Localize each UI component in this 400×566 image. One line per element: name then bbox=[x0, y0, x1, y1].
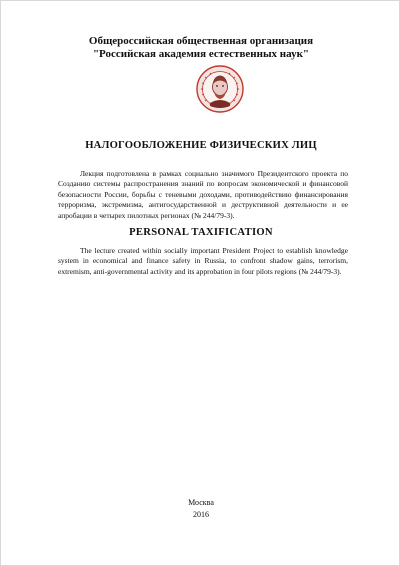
organization-name-line-2: "Российская академия естественных наук" bbox=[92, 48, 310, 60]
organization-name-line-1: Общероссийская общественная организация bbox=[88, 35, 314, 47]
academy-seal-icon bbox=[196, 65, 244, 113]
publication-year: 2016 bbox=[193, 510, 209, 519]
abstract-en: The lecture created within socially important President Project to establish knowledge system in economical and finance safety in Russia, to confront shadow gains, terrorism, extremism, anti-governmental activity and its approbation in four pilots regions (№ 244/79-3). bbox=[58, 246, 348, 276]
publication-city: Москва bbox=[188, 498, 214, 507]
document-title-ru: НАЛОГООБЛОЖЕНИЕ ФИЗИЧЕСКИХ ЛИЦ bbox=[85, 140, 317, 151]
abstract-ru: Лекция подготовлена в рамках социально значимого Президентского проекта по Созданию системы распространения знаний по вопросам экономической и финансовой безопасности России, борьбы с теневыми доходами, противодействию финансирования терроризма, экстремизма, антигосударственной и деструктивной деятельности и ее апробации в четырех пилотных регионах (№ 244/79-3). bbox=[58, 169, 348, 220]
document-title-en: PERSONAL TAXIFICATION bbox=[129, 227, 273, 238]
